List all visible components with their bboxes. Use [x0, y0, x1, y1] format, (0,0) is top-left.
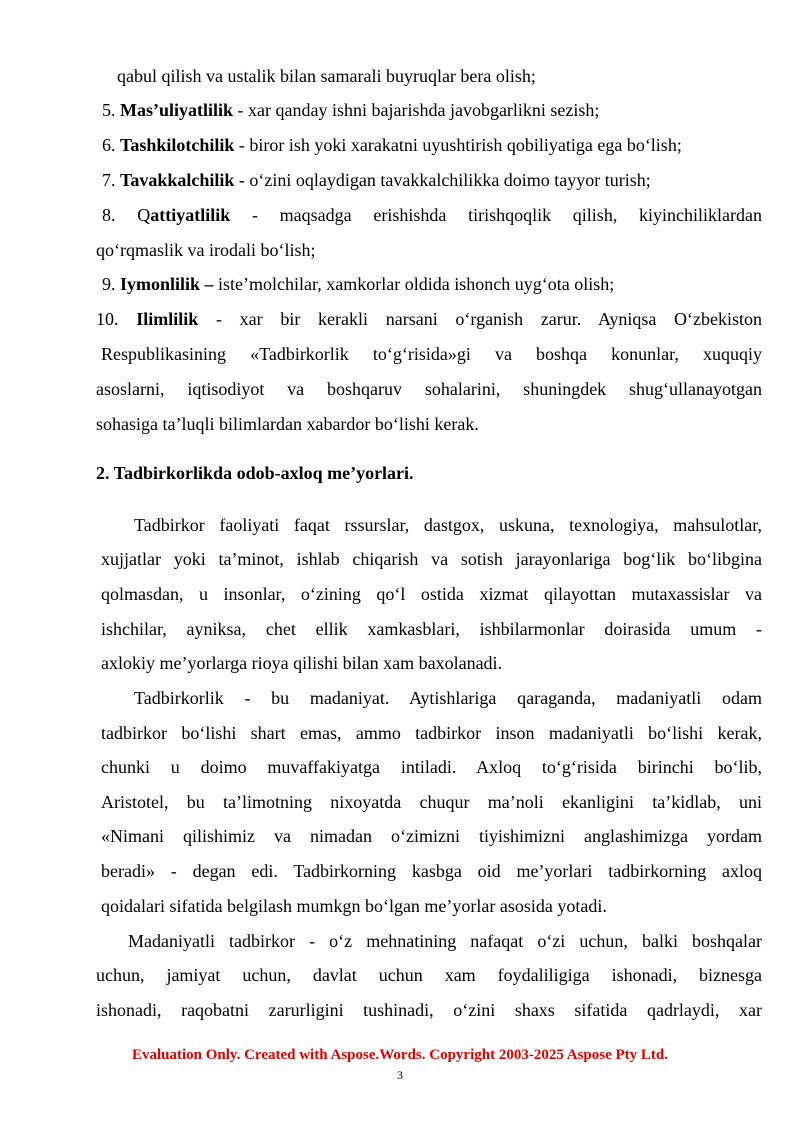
list-item: 8. Qattiyatlilik - maqsadga erishishda tirishqoqlik qilish, kiyinchiliklardan: [102, 205, 762, 225]
paragraph-line: «Nimani qilishimiz va nimadan o‘zimizni tiyishimizni anglashimizga yordam: [101, 826, 762, 846]
list-item: 10. Ilimlilik - xar bir kerakli narsani o‘rganish zarur. Ayniqsa O‘zbekiston: [96, 309, 762, 329]
paragraph-line: uchun, jamiyat uchun, davlat uchun xam foydaliligiga ishonadi, biznesga: [96, 965, 762, 985]
list-item: 5. Mas’uliyatlilik - xar qanday ishni bajarishda javobgarlikni sezish;: [102, 100, 600, 120]
text-line: Respublikasining «Tadbirkorlik to‘g‘risida»gi va boshqa konunlar, xuquqiy: [101, 344, 762, 364]
list-item: 7. Tavakkalchilik - o‘zini oqlaydigan tavakkalchilikka doimo tayyor turish;: [102, 170, 651, 190]
paragraph-line: ishonadi, raqobatni zarurligini tushinadi, o‘zini shaxs sifatida qadrlaydi, xar: [96, 1000, 762, 1020]
paragraph-line: Tadbirkorlik - bu madaniyat. Aytishlariga qaraganda, madaniyatli odam: [134, 688, 762, 708]
paragraph-line: Madaniyatli tadbirkor - o‘z mehnatining nafaqat o‘zi uchun, balki boshqalar: [128, 931, 762, 951]
paragraph-line: Tadbirkor faoliyati faqat rssurslar, dastgox, uskuna, texnologiya, mahsulotlar,: [134, 515, 762, 535]
paragraph-line: ishchilar, ayniksa, chet ellik xamkasblari, ishbilarmonlar doirasida umum -: [101, 619, 762, 639]
paragraph-line: qolmasdan, u insonlar, o‘zining qo‘l ostida xizmat qilayottan mutaxassislar va: [101, 584, 762, 604]
text-line: qabul qilish va ustalik bilan samarali buyruqlar bera olish;: [117, 66, 536, 86]
paragraph-line: tadbirkor bo‘lishi shart emas, ammo tadbirkor inson madaniyatli bo‘lishi kerak,: [101, 723, 762, 743]
paragraph-line: axlokiy me’yorlarga rioya qilishi bilan xam baxolanadi.: [101, 653, 503, 673]
text-line: asoslarni, iqtisodiyot va boshqaruv sohalarini, shuningdek shug‘ullanayotgan: [96, 379, 762, 399]
text-line: sohasiga ta’luqli bilimlardan xabardor bo‘lishi kerak.: [96, 414, 479, 434]
section-heading: 2. Tadbirkorlikda odob-axloq me’yorlari.: [96, 463, 414, 483]
text-line: qo‘rqmaslik va irodali bo‘lish;: [96, 240, 316, 260]
paragraph-line: qoidalari sifatida belgilash mumkgn bo‘lgan me’yorlar asosida yotadi.: [101, 896, 607, 916]
paragraph-line: Aristotel, bu ta’limotning nixoyatda chuqur ma’noli ekanligini ta’kidlab, uni: [101, 792, 762, 812]
paragraph-line: xujjatlar yoki ta’minot, ishlab chiqarish va sotish jarayonlariga bog‘lik bo‘libgina: [101, 549, 762, 569]
page-number: 3: [397, 1068, 403, 1082]
list-item: 6. Tashkilotchilik - biror ish yoki xarakatni uyushtirish qobiliyatiga ega bo‘lish;: [102, 135, 682, 155]
paragraph-line: beradi» - degan edi. Tadbirkorning kasbga oid me’yorlari tadbirkorning axloq: [101, 861, 762, 881]
paragraph-line: chunki u doimo muvaffakiyatga intiladi. Axloq to‘g‘risida birinchi bo‘lib,: [101, 757, 762, 777]
evaluation-watermark-footer: Evaluation Only. Created with Aspose.Words. Copyright 2003-2025 Aspose Pty Ltd.: [131, 1047, 669, 1063]
list-item: 9. Iymonlilik – iste’molchilar, xamkorlar oldida ishonch uyg‘ota olish;: [102, 274, 615, 294]
